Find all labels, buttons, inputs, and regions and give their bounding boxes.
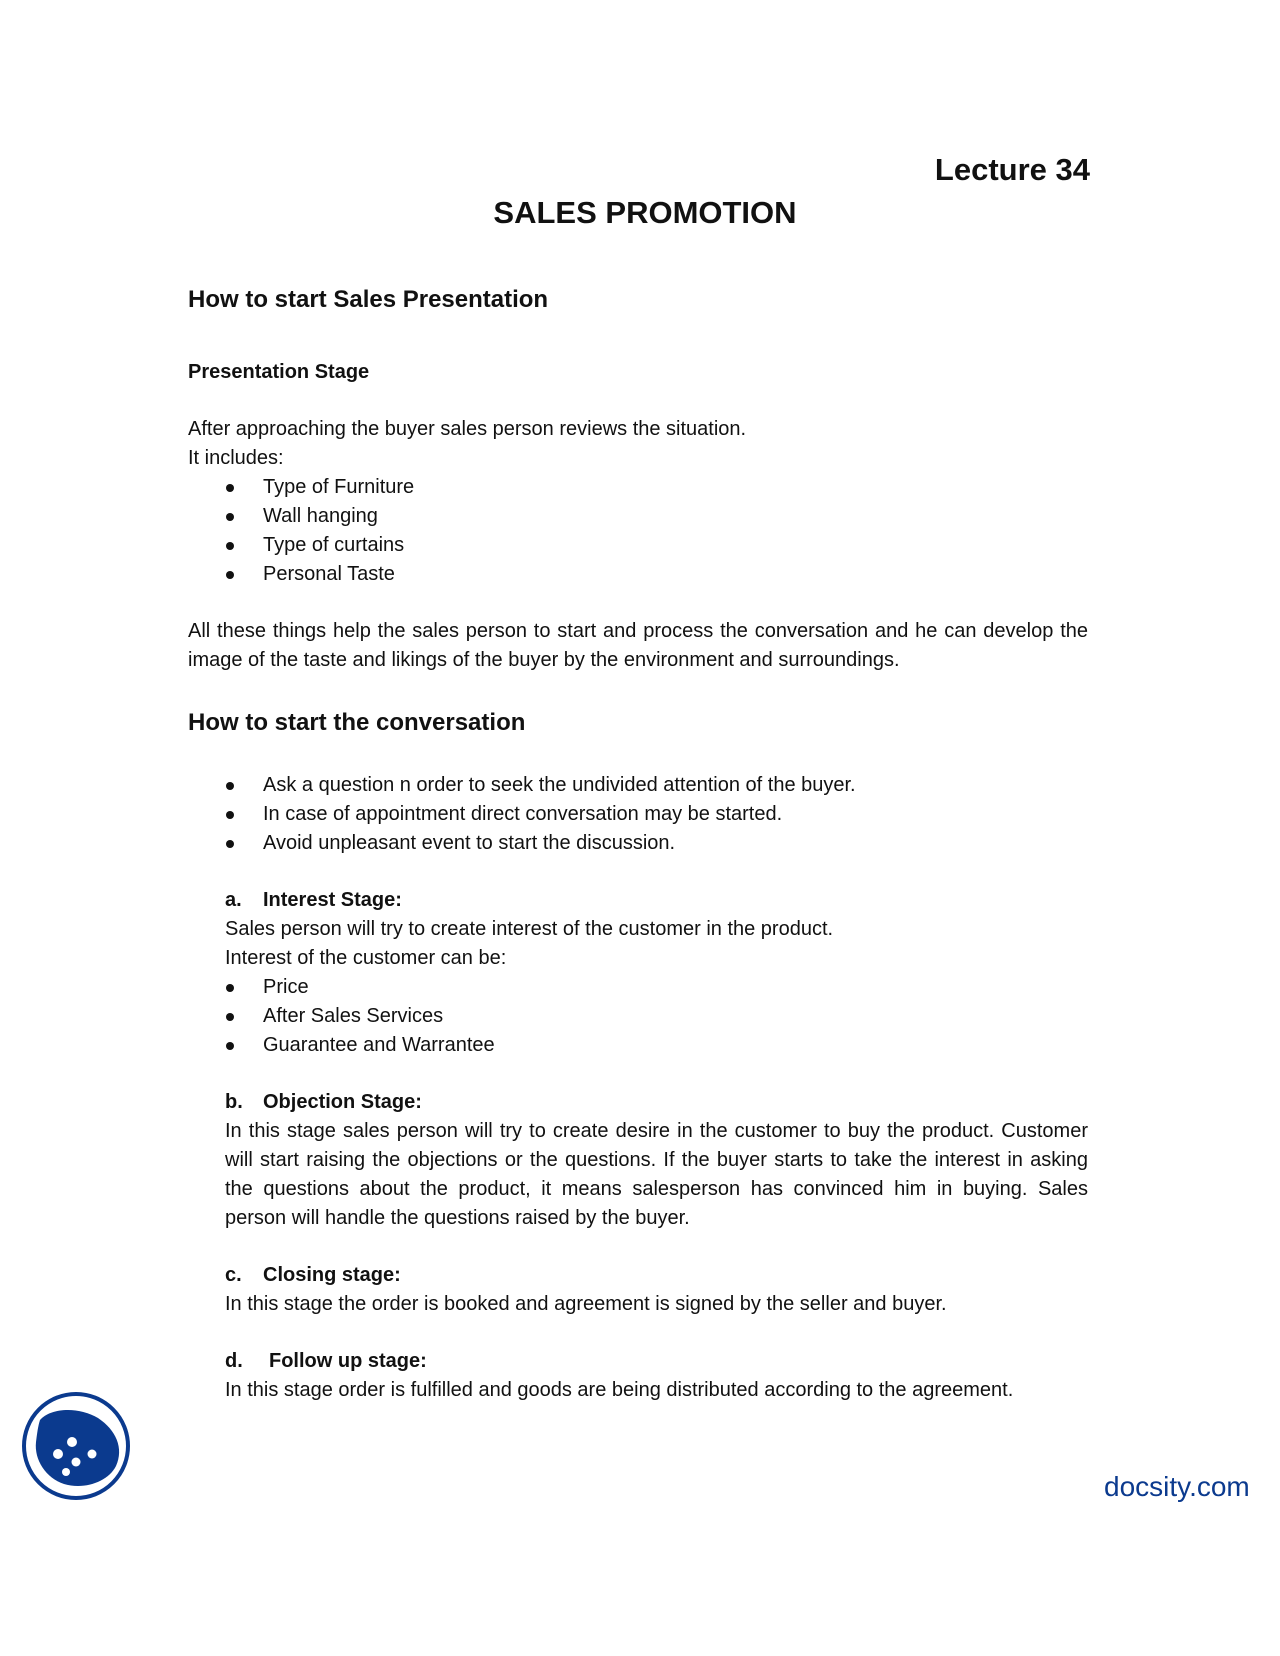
- section-heading-conversation: How to start the conversation: [188, 709, 526, 736]
- stage-letter: c.: [225, 1264, 242, 1286]
- stage-text: Sales person will try to create interest of the customer in the product.: [225, 918, 834, 940]
- bullet-list-includes: [188, 473, 1088, 589]
- subheading-presentation-stage: Presentation Stage: [188, 361, 370, 383]
- docsity-logo-icon: [20, 1390, 132, 1502]
- list-item: Personal Taste: [225, 560, 1088, 589]
- stage-heading: [225, 1088, 1088, 1117]
- stage-letter: d.: [225, 1350, 243, 1372]
- stage-objection: [188, 1088, 1088, 1233]
- stage-title: Interest Stage:: [263, 889, 402, 911]
- intro-line: It includes:: [188, 447, 284, 469]
- bullet-list-interests: [225, 973, 1088, 1060]
- stage-closing: [188, 1261, 1088, 1319]
- stage-text: In this stage order is fulfilled and goods are being distributed according to the agreement.: [225, 1379, 1014, 1401]
- stage-heading: [225, 1347, 1088, 1376]
- list-item: Ask a question n order to seek the undivided attention of the buyer.: [225, 771, 1088, 800]
- stage-text: In this stage the order is booked and agreement is signed by the seller and buyer.: [225, 1293, 947, 1315]
- list-item: Type of Furniture: [225, 473, 1088, 502]
- list-item: Guarantee and Warrantee: [225, 1031, 1088, 1060]
- brand-watermark: docsity.com: [1104, 1471, 1250, 1502]
- stage-text: In this stage sales person will try to create desire in the customer to buy the product. Customer will start raising the objections or the questions. If the buyer starts to take the interest in asking the questions about the product, it means salesperson has convinced him in buying. Sales person will handle the questions raised by the buyer.: [225, 1120, 1088, 1229]
- intro-line: After approaching the buyer sales person reviews the situation.: [188, 418, 747, 440]
- page-title: SALES PROMOTION: [493, 195, 797, 230]
- list-item: Price: [225, 973, 1088, 1002]
- paragraph: All these things help the sales person to start and process the conversation and he can develop the image of the taste and likings of the buyer by the environment and surroundings.: [188, 620, 1088, 671]
- section-heading-sales-presentation: How to start Sales Presentation: [188, 286, 549, 313]
- list-item: Wall hanging: [225, 502, 1088, 531]
- list-item: Type of curtains: [225, 531, 1088, 560]
- list-item: Avoid unpleasant event to start the discussion.: [225, 829, 1088, 858]
- stage-heading: [225, 1261, 1088, 1290]
- stage-title: Closing stage:: [263, 1264, 401, 1286]
- stage-letter: a.: [225, 889, 242, 911]
- stage-title: Objection Stage:: [263, 1091, 422, 1113]
- stage-follow-up: [188, 1347, 1088, 1405]
- stage-title: Follow up stage:: [269, 1350, 427, 1372]
- list-item: After Sales Services: [225, 1002, 1088, 1031]
- bullet-list-conversation: [188, 771, 1088, 858]
- stage-heading: [225, 886, 1088, 915]
- lecture-number: Lecture 34: [934, 152, 1090, 187]
- stage-text: Interest of the customer can be:: [225, 947, 507, 969]
- stage-interest: [188, 886, 1088, 1060]
- list-item: In case of appointment direct conversation may be started.: [225, 800, 1088, 829]
- document-body: [188, 282, 1088, 1405]
- stage-letter: b.: [225, 1091, 243, 1113]
